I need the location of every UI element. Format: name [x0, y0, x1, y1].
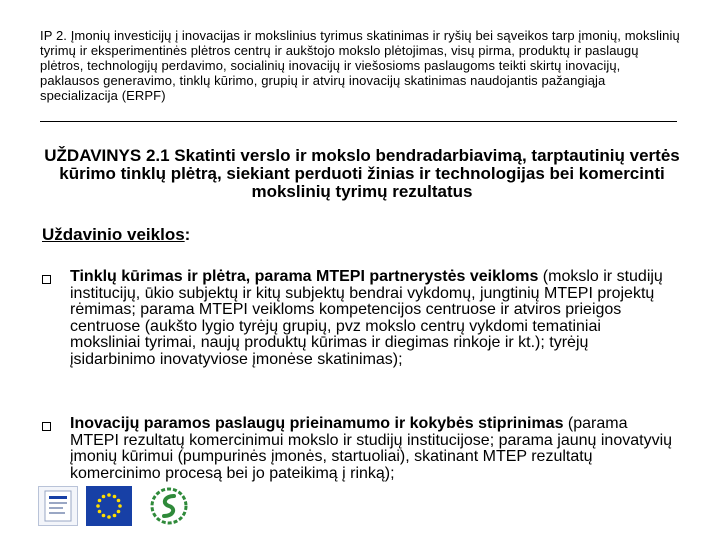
goal-heading: UŽDAVINYS 2.1 Skatinti verslo ir mokslo bendradarbiavimą, tarptautinių vertės kūrimo tinklų plėtrą, siekiant perduoti žinias ir technologijas bei komercinti mokslinių tyrimų rezultatus — [44, 146, 680, 201]
activities-title-label: Uždavinio veiklos — [42, 225, 185, 244]
square-bullet-icon — [42, 275, 51, 284]
eu-flag-icon — [86, 486, 132, 526]
list-item-bold: Tinklų kūrimas ir plėtra, parama MTEPI partnerystės veikloms — [70, 268, 539, 285]
list-item-rest: (mokslo ir studijų institucijų, ūkio subjektų ir kitų subjektų bendrai vykdomų, jungtinių MTEPI projektų rėmimas; parama MTEPI veikloms kompetencijos centruose ir atviros prieigos centruose (aukšto lygio tyrėjų grupių, pvz mokslo centrų vykdomi tematiniai moksliniai tyrimai, naujų produktų kūrimas ir diegimas rinkoje ir kt.); tyrėjų įsidarbinimo inovatyviose įmonėse skatinimas); — [70, 268, 663, 368]
document-icon — [38, 486, 78, 526]
page-header: IP 2. Įmonių investicijų į inovacijas ir mokslinius tyrimus skatinimas ir ryšių bei sąveikos tarp įmonių, mokslinių tyrimų ir eksperimentinės plėtros centrų ir aukštojo mokslo plėtojimas, visų pirma, produktų ir paslaugų plėtros, technologijų perdavimo, socialinių inovacijų ir viešosioms paslaugoms teikti skirtų inovacijų, paklausos generavimo, tinklų kūrimo, grupių ir atvirų inovacijų skatinimas naudojantis pažangiąja specializacija (ERPF) — [40, 28, 680, 103]
activities-title-colon: : — [184, 225, 191, 244]
list-item-rest: (parama MTEPI rezultatų komercinimui mokslo ir studijų institucijose; parama jaunų inovatyvių įmonių kūrimui (pumpurinės įmonės, startuoliai), skatinant MTEP rezultatų komercinimo procesą bei jo pateikimą į rinką); — [70, 415, 673, 482]
list-item-text — [70, 416, 675, 482]
square-bullet-icon — [42, 422, 51, 431]
header-divider — [40, 121, 677, 122]
activities-title — [42, 225, 190, 245]
list-item-text — [70, 269, 675, 368]
list-item-bold: Inovacijų paramos paslaugų prieinamumo ir kokybės stiprinimas — [70, 415, 564, 432]
structural-funds-logo-icon — [150, 484, 188, 528]
